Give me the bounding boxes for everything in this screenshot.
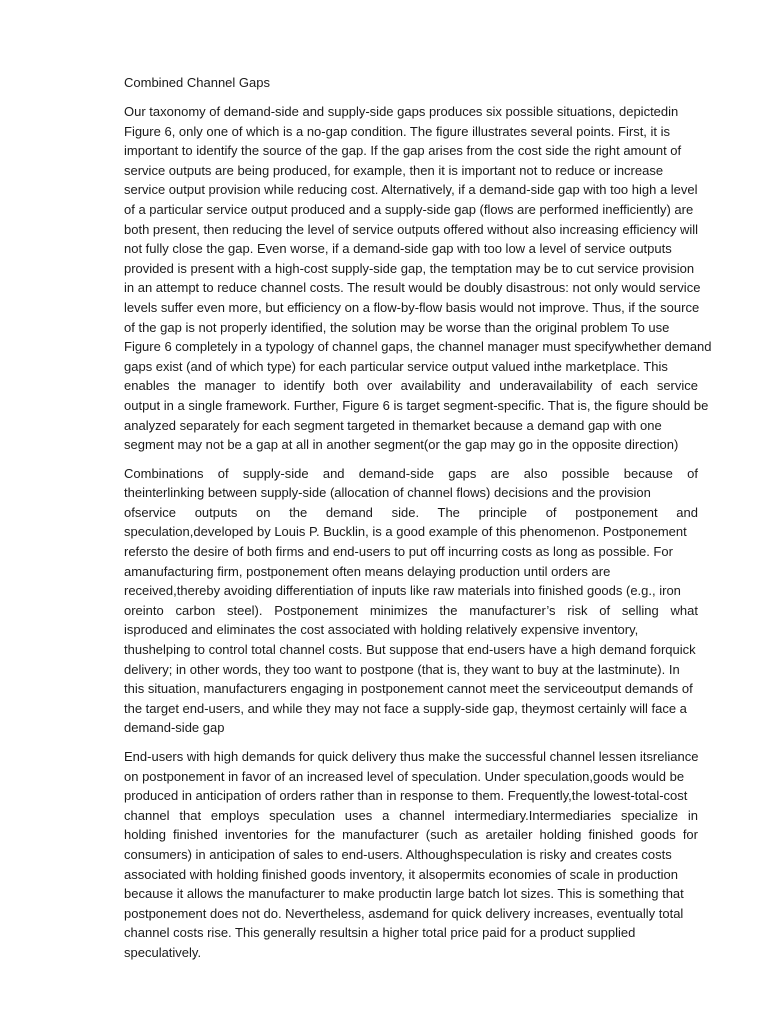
text-line: demand-side gap xyxy=(124,720,225,736)
document-page xyxy=(124,73,712,972)
text-line: Figure 6, only one of which is a no-gap condition. The figure illustrates several points. First, it is xyxy=(124,123,671,139)
text-line: amanufacturing firm, postponement often means delaying production until orders are xyxy=(124,563,611,579)
text-line: in an attempt to reduce channel costs. The result would be doubly disastrous: not only would service xyxy=(124,280,701,296)
text-line: levels suffer even more, but efficiency on a flow-by-flow basis would not improve. Thus, if the source xyxy=(124,299,700,315)
text-line: theinterlinking between supply-side (allocation of channel flows) decisions and the provision xyxy=(124,485,651,501)
text-line: ofservice outputs on the demand side. The principle of postponement and xyxy=(124,504,698,520)
paragraph-1 xyxy=(124,102,712,455)
text-line: thushelping to control total channel costs. But suppose that end-users have a high demand forquick xyxy=(124,642,696,658)
text-line: consumers) in anticipation of sales to end-users. Althoughspeculation is risky and creates costs xyxy=(124,846,672,862)
text-line: received,thereby avoiding differentiation of inputs like raw materials into finished goods (e.g., iron xyxy=(124,583,681,599)
text-line: holding finished inventories for the manufacturer (such as aretailer holding finished goods for xyxy=(124,827,698,843)
text-line: because it allows the manufacturer to make productin large batch lot sizes. This is something that xyxy=(124,886,684,902)
text-line: oreinto carbon steel). Postponement minimizes the manufacturer’s risk of selling what xyxy=(124,602,698,618)
text-line: Combinations of supply-side and demand-side gaps are also possible because of xyxy=(124,465,698,481)
text-line: postponement does not do. Nevertheless, asdemand for quick delivery increases, eventually total xyxy=(124,905,684,921)
text-line: delivery; in other words, they too want to postpone (that is, they want to buy at the lastminute). In xyxy=(124,661,680,677)
text-line: associated with holding finished goods inventory, it alsopermits economies of scale in production xyxy=(124,866,679,882)
text-line: service outputs are being produced, for example, then it is important not to reduce or increase xyxy=(124,162,664,178)
paragraph-3 xyxy=(124,747,698,963)
text-line: produced in anticipation of orders rather than in response to them. Frequently,the lowest-total-cost xyxy=(124,788,688,804)
text-line: analyzed separately for each segment targeted in themarket because a demand gap with one xyxy=(124,417,662,433)
text-line: not fully close the gap. Even worse, if a demand-side gap with too low a level of service outputs xyxy=(124,241,672,257)
text-line: enables the manager to identify both over availability and underavailability of each service xyxy=(124,378,698,394)
text-line: important to identify the source of the gap. If the gap arises from the cost side the right amount of xyxy=(124,143,682,159)
text-line: isproduced and eliminates the cost associated with holding relatively expensive inventory, xyxy=(124,622,639,638)
text-line: refersto the desire of both firms and end-users to put off incurring costs as long as possible. For xyxy=(124,544,673,560)
text-line: Figure 6 completely in a typology of channel gaps, the channel manager must specifywhether demand xyxy=(124,339,712,355)
text-line: the target end-users, and while they may not face a supply-side gap, theymost certainly will face a xyxy=(124,700,687,716)
text-line: channel that employs speculation uses a channel intermediary.Intermediaries specialize in xyxy=(124,807,698,823)
text-line: speculatively. xyxy=(124,944,202,960)
text-line: End-users with high demands for quick delivery thus make the successful channel lessen itsreliance xyxy=(124,749,699,764)
text-line: of the gap is not properly identified, the solution may be worse than the original problem To use xyxy=(124,319,670,335)
paragraph-2 xyxy=(124,464,698,738)
text-line: provided is present with a high-cost supply-side gap, the temptation may be to cut service provision xyxy=(124,260,695,276)
text-line: service output provision while reducing cost. Alternatively, if a demand-side gap with too high a level xyxy=(124,182,698,198)
text-line: on postponement in favor of an increased level of speculation. Under speculation,goods would be xyxy=(124,768,685,784)
text-line: of a particular service output produced and a supply-side gap (flows are performed inefficiently) are xyxy=(124,201,694,217)
text-line: segment may not be a gap at all in another segment(or the gap may go in the opposite direction) xyxy=(124,437,679,453)
text-line: channel costs rise. This generally resultsin a higher total price paid for a product supplied xyxy=(124,925,636,941)
text-line: gaps exist (and of which type) for each particular service output valued inthe marketplace. This xyxy=(124,358,668,374)
text-line: both present, then reducing the level of service outputs offered without also increasing efficiency will xyxy=(124,221,699,237)
text-line: output in a single framework. Further, Figure 6 is target segment-specific. That is, the figure should be xyxy=(124,397,709,413)
text-line: Our taxonomy of demand-side and supply-side gaps produces six possible situations, depictedin xyxy=(124,104,679,119)
text-line: speculation,developed by Louis P. Bucklin, is a good example of this phenomenon. Postponement xyxy=(124,524,687,540)
section-heading: Combined Channel Gaps xyxy=(124,75,270,90)
text-line: this situation, manufacturers engaging in postponement cannot meet the serviceoutput demands of xyxy=(124,681,693,697)
